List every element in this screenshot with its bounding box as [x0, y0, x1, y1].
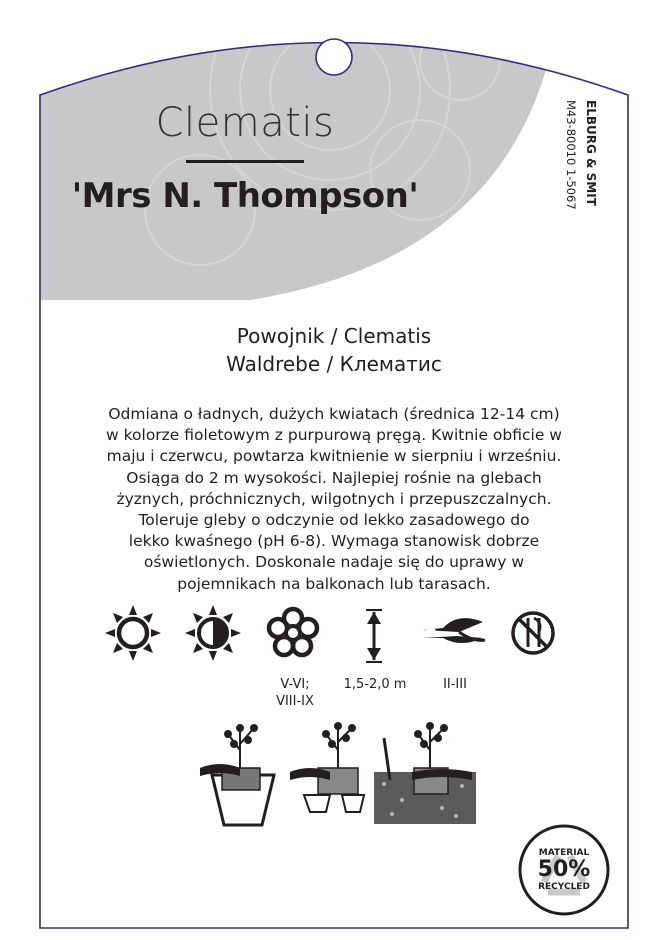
product-code-vertical	[560, 100, 580, 260]
flowering-months-caption	[255, 676, 335, 710]
description-line: żyznych, próchnicznych, wilgotnych i przepuszczalnych.	[116, 489, 552, 508]
title-divider	[186, 160, 304, 163]
genus-title: Clematis	[155, 100, 335, 146]
description-line: pojemnikach na balkonach lub tarasach.	[177, 574, 491, 593]
cultivar-title: 'Mrs N. Thompson'	[71, 176, 419, 216]
pruning-shears-icon	[423, 618, 485, 643]
flowering-months-line: VIII-IX	[276, 694, 314, 709]
half-sun-icon	[185, 605, 241, 661]
description-line: Osiąga do 2 m wysokości. Najlepiej rośnie na glebach	[126, 468, 542, 487]
common-names	[100, 322, 568, 378]
sun-icon	[105, 605, 161, 661]
hang-hole	[316, 39, 352, 75]
product-code: M43-80010 1-5067	[564, 100, 578, 210]
description-line: lekko kwaśnego (pH 6-8). Wymaga stanowisk dobrze	[128, 532, 540, 551]
description	[48, 404, 620, 595]
planting-step-illustration-1	[200, 725, 274, 825]
common-names-line: Powojnik / Clematis	[236, 324, 432, 348]
planting-step-illustration-3	[374, 723, 476, 824]
recycled-percent: 50%	[537, 857, 591, 882]
description-line: Odmiana o ładnych, dużych kwiatach (średnica 12-14 cm)	[108, 405, 560, 423]
not-edible-icon	[513, 613, 553, 653]
common-names-line: Waldrebe / Клематис	[226, 352, 442, 376]
flower-icon	[269, 609, 317, 655]
height-caption: 1,5-2,0 m	[343, 677, 407, 692]
recycled-text	[522, 848, 606, 892]
flowering-months-line: V-VI;	[280, 677, 310, 692]
description-line: w kolorze fioletowym z purpurową pręgą. Kwitnie obficie w	[106, 426, 562, 445]
recycled-line2: RECYCLED	[538, 882, 590, 892]
recycled-line1: MATERIAL	[538, 848, 590, 858]
planting-step-illustration-2	[290, 723, 364, 812]
description-line: Toleruje gleby o odczynie od lekko zasadowego do	[138, 511, 530, 530]
description-line: oświetlonych. Doskonale nadaje się do uprawy w	[143, 553, 525, 572]
description-line: maju i czerwcu, powtarza kwitnienie w sierpniu i wrześniu.	[106, 447, 562, 466]
height-arrow-icon	[366, 610, 382, 662]
brand-vertical	[578, 100, 598, 260]
pruning-group-caption: II-III	[443, 677, 467, 692]
brand-name: ELBURG & SMIT	[584, 100, 598, 206]
